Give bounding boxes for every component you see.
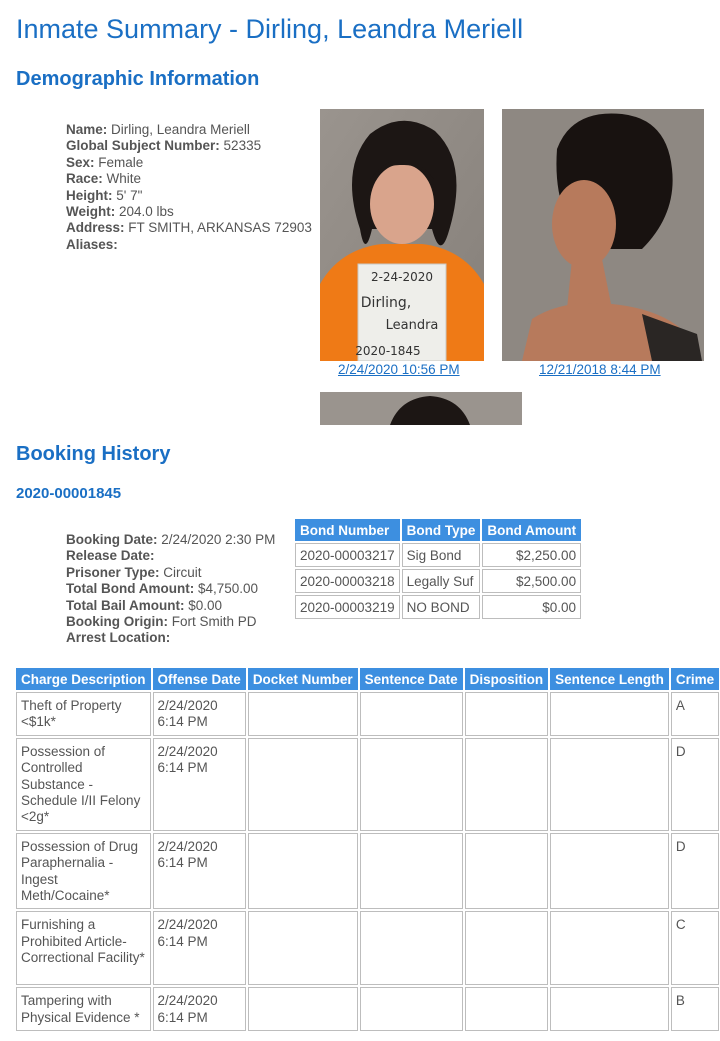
- weight-label: Weight:: [66, 204, 116, 220]
- arrest-location-row: [66, 630, 275, 646]
- height-label: Height:: [66, 187, 113, 203]
- prisoner-type-value: Circuit: [163, 564, 202, 580]
- total-bond-value: $4,750.00: [197, 581, 259, 597]
- address-label: Address:: [66, 220, 125, 236]
- charge-description-cell: Possession of Drug Paraphernalia - Ingest Meth/Cocaine*: [16, 833, 151, 910]
- booking-photo-front-image: [320, 109, 484, 361]
- bond-table: [293, 517, 583, 621]
- gsn-row: [66, 138, 312, 154]
- charge-description-cell: Theft of Property <$1k*: [16, 692, 151, 736]
- offense-date-cell: 2/24/2020 6:14 PM: [153, 987, 246, 1031]
- bond-number-cell: 2020-00003219: [295, 595, 400, 619]
- bond-row: [295, 543, 581, 567]
- placard-first-name: Leandra: [385, 318, 439, 333]
- booking-photo-side-image: [502, 109, 704, 361]
- bond-number-cell: 2020-00003218: [295, 569, 400, 593]
- release-date-label: Release Date:: [66, 548, 155, 564]
- docket-number-cell: [248, 833, 358, 910]
- sentence-length-header: Sentence Length: [550, 668, 669, 690]
- bond-type-cell: NO BOND: [402, 595, 481, 619]
- booking-date-row: [66, 532, 275, 548]
- bond-number-header: Bond Number: [295, 519, 400, 541]
- charge-row: [16, 692, 719, 736]
- name-value: Dirling, Leandra Meriell: [111, 122, 250, 137]
- aliases-label: Aliases:: [66, 236, 118, 252]
- disposition-cell: [465, 833, 549, 910]
- race-label: Race:: [66, 171, 103, 187]
- docket-number-header: Docket Number: [248, 668, 358, 690]
- booking-photo-front[interactable]: [320, 109, 484, 361]
- booking-date-value: 2/24/2020 2:30 PM: [161, 532, 276, 547]
- sex-row: [66, 155, 312, 171]
- sentence-date-cell: [360, 692, 463, 736]
- sentence-length-cell: [550, 987, 669, 1031]
- booking-info: [66, 532, 275, 647]
- bond-type-header: Bond Type: [402, 519, 481, 541]
- offense-date-cell: 2/24/2020 6:14 PM: [153, 692, 246, 736]
- bond-type-cell: Legally Suf: [402, 569, 481, 593]
- docket-number-cell: [248, 911, 358, 985]
- sentence-length-cell: [550, 692, 669, 736]
- charge-description-header: Charge Description: [16, 668, 151, 690]
- booking-date-label: Booking Date:: [66, 532, 158, 547]
- crime-header: Crime: [671, 668, 719, 690]
- booking-history-heading: Booking History: [16, 443, 171, 465]
- booking-id: 2020-00001845: [16, 485, 122, 502]
- release-date-row: [66, 548, 275, 564]
- sentence-date-header: Sentence Date: [360, 668, 463, 690]
- offense-date-cell: 2/24/2020 6:14 PM: [153, 738, 246, 831]
- bond-amount-cell: $2,250.00: [482, 543, 581, 567]
- disposition-cell: [465, 987, 549, 1031]
- height-value: 5' 7": [116, 187, 143, 203]
- docket-number-cell: [248, 692, 358, 736]
- placard-last-name: Dirling,: [360, 295, 412, 311]
- race-value: White: [106, 171, 142, 187]
- charge-description-cell: Tampering with Physical Evidence *: [16, 987, 151, 1031]
- charge-row: [16, 833, 719, 910]
- offense-date-cell: 2/24/2020 6:14 PM: [153, 833, 246, 910]
- address-row: [66, 220, 312, 236]
- bond-amount-cell: $2,500.00: [482, 569, 581, 593]
- charge-row: [16, 987, 719, 1031]
- bond-header-row: [295, 519, 581, 541]
- name-row: [66, 122, 312, 138]
- side-photo-date-link[interactable]: 12/21/2018 8:44 PM: [539, 362, 661, 377]
- total-bail-label: Total Bail Amount:: [66, 597, 185, 613]
- crime-cell: D: [671, 833, 719, 910]
- sentence-date-cell: [360, 738, 463, 831]
- address-value: FT SMITH, ARKANSAS 72903: [128, 220, 312, 236]
- weight-row: [66, 204, 312, 220]
- sex-value: Female: [98, 154, 144, 170]
- placard-date: 2-24-2020: [370, 270, 434, 284]
- front-photo-date-link[interactable]: 2/24/2020 10:56 PM: [338, 362, 460, 377]
- charge-row: [16, 738, 719, 831]
- charges-table: [14, 666, 720, 1033]
- height-row: [66, 188, 312, 204]
- weight-value: 204.0 lbs: [119, 204, 174, 220]
- bond-amount-header: Bond Amount: [482, 519, 581, 541]
- total-bond-row: [66, 581, 275, 597]
- disposition-cell: [465, 692, 549, 736]
- arrest-location-label: Arrest Location:: [66, 630, 171, 646]
- disposition-header: Disposition: [465, 668, 549, 690]
- name-label: Name:: [66, 122, 108, 137]
- gsn-value: 52335: [223, 138, 262, 154]
- crime-cell: D: [671, 738, 719, 831]
- booking-origin-row: [66, 614, 275, 630]
- bond-row: [295, 595, 581, 619]
- sentence-length-cell: [550, 738, 669, 831]
- demographic-info: [66, 122, 312, 253]
- demographic-heading: Demographic Information: [16, 68, 260, 90]
- disposition-cell: [465, 738, 549, 831]
- sex-label: Sex:: [66, 154, 95, 170]
- charge-description-cell: Furnishing a Prohibited Article- Correctional Facility*: [16, 911, 151, 985]
- sentence-length-cell: [550, 833, 669, 910]
- booking-origin-value: Fort Smith PD: [171, 614, 257, 630]
- prisoner-type-row: [66, 565, 275, 581]
- total-bail-value: $0.00: [188, 597, 223, 613]
- booking-photo-side[interactable]: [502, 109, 704, 361]
- bond-type-cell: Sig Bond: [402, 543, 481, 567]
- booking-origin-label: Booking Origin:: [66, 614, 168, 630]
- charge-description-cell: Possession of Controlled Substance - Schedule I/II Felony <2g*: [16, 738, 151, 831]
- bond-amount-cell: $0.00: [482, 595, 581, 619]
- prisoner-type-label: Prisoner Type:: [66, 564, 160, 580]
- crime-cell: C: [671, 911, 719, 985]
- aliases-row: [66, 237, 312, 253]
- gsn-label: Global Subject Number:: [66, 138, 220, 154]
- sentence-date-cell: [360, 833, 463, 910]
- docket-number-cell: [248, 987, 358, 1031]
- booking-photo-third-image: [320, 392, 522, 425]
- crime-cell: B: [671, 987, 719, 1031]
- offense-date-header: Offense Date: [153, 668, 246, 690]
- sentence-length-cell: [550, 911, 669, 985]
- charges-header-row: [16, 668, 719, 690]
- placard-booking: 2020-1845: [355, 344, 421, 358]
- sentence-date-cell: [360, 987, 463, 1031]
- page-title: Inmate Summary - Dirling, Leandra Meriell: [16, 14, 524, 44]
- bond-row: [295, 569, 581, 593]
- crime-cell: A: [671, 692, 719, 736]
- sentence-date-cell: [360, 911, 463, 985]
- total-bond-label: Total Bond Amount:: [66, 581, 195, 597]
- booking-photo-third[interactable]: [320, 392, 522, 425]
- disposition-cell: [465, 911, 549, 985]
- total-bail-row: [66, 598, 275, 614]
- docket-number-cell: [248, 738, 358, 831]
- bond-number-cell: 2020-00003217: [295, 543, 400, 567]
- race-row: [66, 171, 312, 187]
- offense-date-cell: 2/24/2020 6:14 PM: [153, 911, 246, 985]
- charge-row: [16, 911, 719, 985]
